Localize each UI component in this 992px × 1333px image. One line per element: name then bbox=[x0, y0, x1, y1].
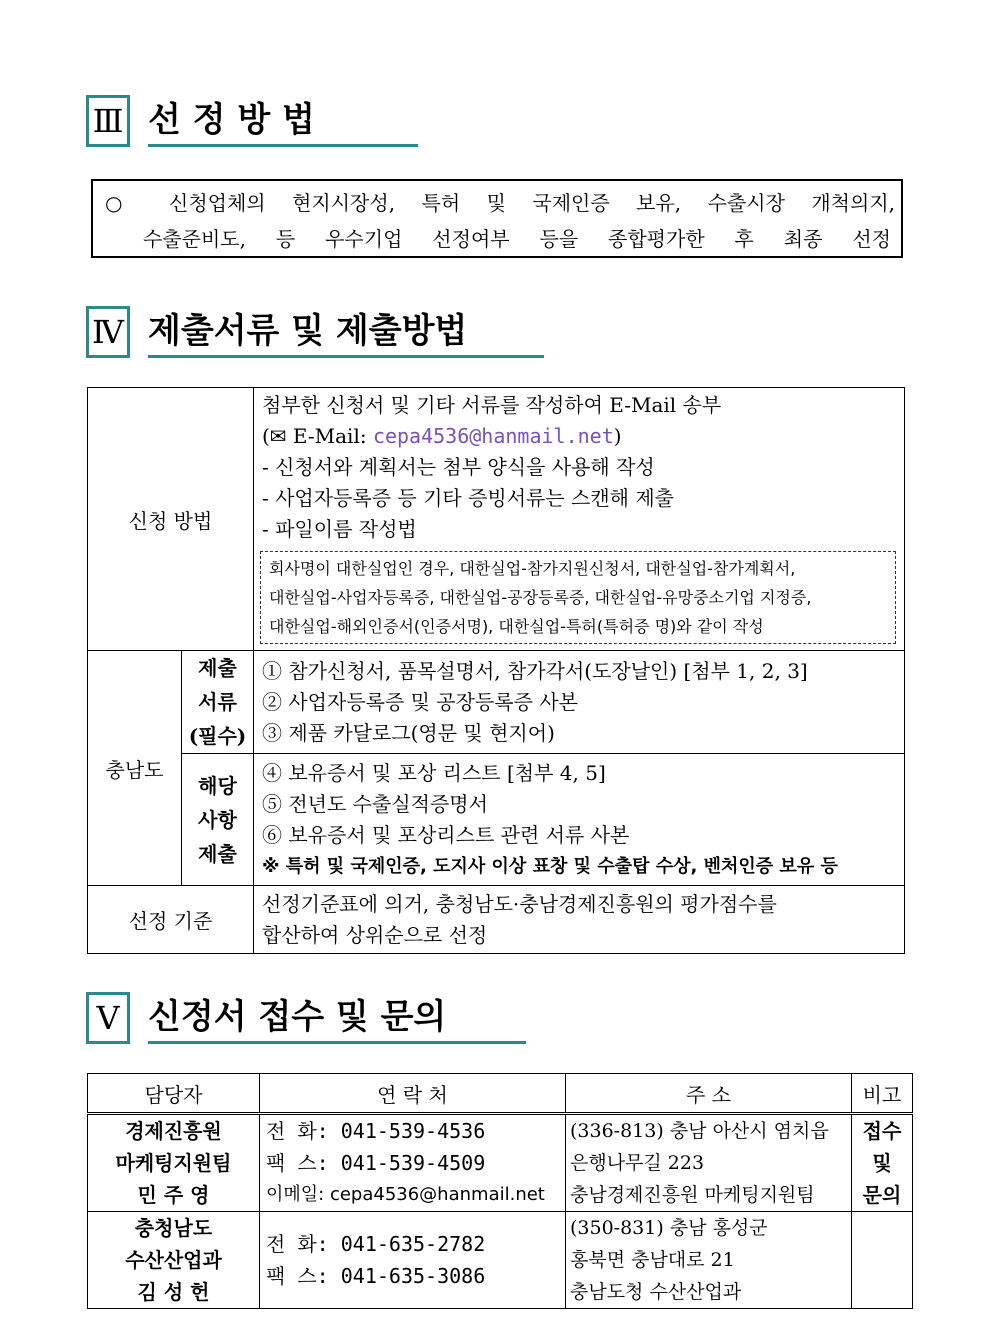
sub-label-line: 사항 bbox=[198, 807, 237, 832]
person-line: 경제진흥원 bbox=[125, 1119, 222, 1143]
person-line: 충청남도 bbox=[134, 1216, 213, 1240]
optional-docs-label bbox=[182, 754, 254, 886]
header-contact: 연 락 처 bbox=[260, 1074, 566, 1114]
selection-text-line: ○ 신청업체의 현지시장성, 특허 및 국제인증 보유, 수출시장 개척의지, bbox=[105, 191, 895, 215]
section-title: 신정서 접수 및 문의 bbox=[148, 992, 526, 1044]
note-line: 접수 bbox=[862, 1119, 902, 1143]
sub-label-line: (필수) bbox=[188, 724, 247, 748]
doc-note: ※ 특허 및 국제인증, 도지사 이상 표창 및 수출탑 수상, 벤처인증 보유 등 bbox=[262, 855, 838, 877]
filename-example-line: 대한실업-사업자등록증, 대한실업-공장등록증, 대한실업-유망중소기업 지정증, bbox=[269, 588, 812, 607]
doc-item: ⑥ 보유증서 및 포상리스트 관련 서류 사본 bbox=[262, 822, 630, 847]
note-cell bbox=[852, 1114, 913, 1212]
sub-label-line: 서류 bbox=[198, 690, 237, 714]
fax-text: 팩 스: 041-539-4509 bbox=[266, 1151, 486, 1175]
section-number: Ⅳ bbox=[86, 306, 130, 358]
section-number: Ⅲ bbox=[86, 95, 130, 147]
phone-text: 전 화: 041-635-2782 bbox=[266, 1232, 486, 1256]
contact-table bbox=[87, 1073, 913, 1309]
selection-method-box bbox=[91, 179, 903, 258]
contact-cell bbox=[260, 1114, 566, 1212]
section-title: 제출서류 및 제출방법 bbox=[148, 306, 544, 358]
person-line: 민 주 영 bbox=[137, 1183, 210, 1207]
phone-text: 전 화: 041-539-4536 bbox=[266, 1119, 486, 1143]
doc-item: ⑤ 전년도 수출실적증명서 bbox=[262, 791, 488, 816]
section-title: 선 정 방 법 bbox=[148, 95, 418, 147]
email-text[interactable]: 이메일: cepa4536@hanmail.net bbox=[266, 1184, 545, 1205]
doc-item: ② 사업자등록증 및 공장등록증 사본 bbox=[262, 689, 578, 714]
address-line: (350-831) 충남 홍성군 bbox=[570, 1217, 768, 1239]
email-link[interactable]: cepa4536@hanmail.net bbox=[372, 424, 614, 448]
person-line: 수산산업과 bbox=[125, 1248, 222, 1272]
filename-example-line: 대한실업-해외인증서(인증서명), 대한실업-특허(특허증 명)와 같이 작성 bbox=[269, 617, 764, 636]
criteria-line: 합산하여 상위순으로 선정 bbox=[262, 922, 488, 947]
header-person: 담당자 bbox=[88, 1074, 260, 1114]
apply-line: 첨부한 신청서 및 기타 서류를 작성하여 E-Mail 송부 bbox=[262, 393, 722, 417]
apply-method-label: 신청 방법 bbox=[88, 388, 254, 651]
address-cell bbox=[566, 1114, 852, 1212]
person-line: 김 성 헌 bbox=[137, 1280, 210, 1304]
note-line: 문의 bbox=[862, 1183, 902, 1207]
sub-label-line: 제출 bbox=[198, 841, 237, 866]
header-note: 비고 bbox=[852, 1074, 913, 1114]
doc-item: ④ 보유증서 및 포상 리스트 [첨부 4, 5] bbox=[262, 760, 606, 785]
criteria-label: 선정 기준 bbox=[88, 886, 254, 954]
header-address: 주 소 bbox=[566, 1074, 852, 1114]
contact-cell bbox=[260, 1212, 566, 1309]
apply-line: - 파일이름 작성법 bbox=[262, 517, 417, 541]
filename-example-line: 회사명이 대한실업인 경우, 대한실업-참가지원신청서, 대한실업-참가계획서, bbox=[269, 559, 796, 578]
required-docs-list bbox=[254, 651, 905, 754]
person-cell bbox=[88, 1114, 260, 1212]
address-line: 충남도청 수산산업과 bbox=[570, 1281, 742, 1303]
email-prefix: (✉ E-Mail: bbox=[262, 424, 373, 448]
fax-text: 팩 스: 041-635-3086 bbox=[266, 1264, 486, 1288]
doc-item: ③ 제품 카달로그(영문 및 현지어) bbox=[262, 720, 555, 745]
note-cell bbox=[852, 1212, 913, 1309]
apply-method-content bbox=[254, 388, 905, 651]
criteria-line: 선정기준표에 의거, 충청남도·충남경제진흥원의 평가점수를 bbox=[262, 891, 777, 916]
optional-docs-list bbox=[254, 754, 905, 886]
chungnam-label: 충남도 bbox=[88, 651, 182, 886]
sub-label-line: 해당 bbox=[198, 773, 237, 798]
apply-line: - 사업자등록증 등 기타 증빙서류는 스캔해 제출 bbox=[262, 486, 674, 510]
apply-line: - 신청서와 계획서는 첨부 양식을 사용해 작성 bbox=[262, 455, 655, 479]
criteria-content bbox=[254, 886, 905, 954]
address-cell bbox=[566, 1212, 852, 1309]
submission-table bbox=[87, 387, 905, 954]
address-line: 홍북면 충남대로 21 bbox=[570, 1249, 735, 1271]
sub-label-line: 제출 bbox=[198, 656, 237, 680]
doc-item: ① 참가신청서, 품목설명서, 참가각서(도장날인) [첨부 1, 2, 3] bbox=[262, 658, 808, 683]
table-row bbox=[88, 1212, 913, 1309]
address-line: 은행나무길 223 bbox=[570, 1152, 705, 1174]
address-line: (336-813) 충남 아산시 염치읍 bbox=[570, 1120, 829, 1142]
filename-example-box bbox=[260, 551, 896, 644]
table-row bbox=[88, 1114, 913, 1212]
selection-text-line: 수출준비도, 등 우수기업 선정여부 등을 종합평가한 후 최종 선정 bbox=[143, 227, 891, 251]
person-line: 마케팅지원팀 bbox=[115, 1151, 232, 1175]
section-number: Ⅴ bbox=[86, 992, 130, 1044]
required-docs-label bbox=[182, 651, 254, 754]
note-line: 및 bbox=[872, 1151, 892, 1175]
address-line: 충남경제진흥원 마케팅지원팀 bbox=[570, 1184, 815, 1206]
email-line bbox=[262, 421, 896, 452]
email-suffix: ) bbox=[613, 424, 622, 448]
person-cell bbox=[88, 1212, 260, 1309]
